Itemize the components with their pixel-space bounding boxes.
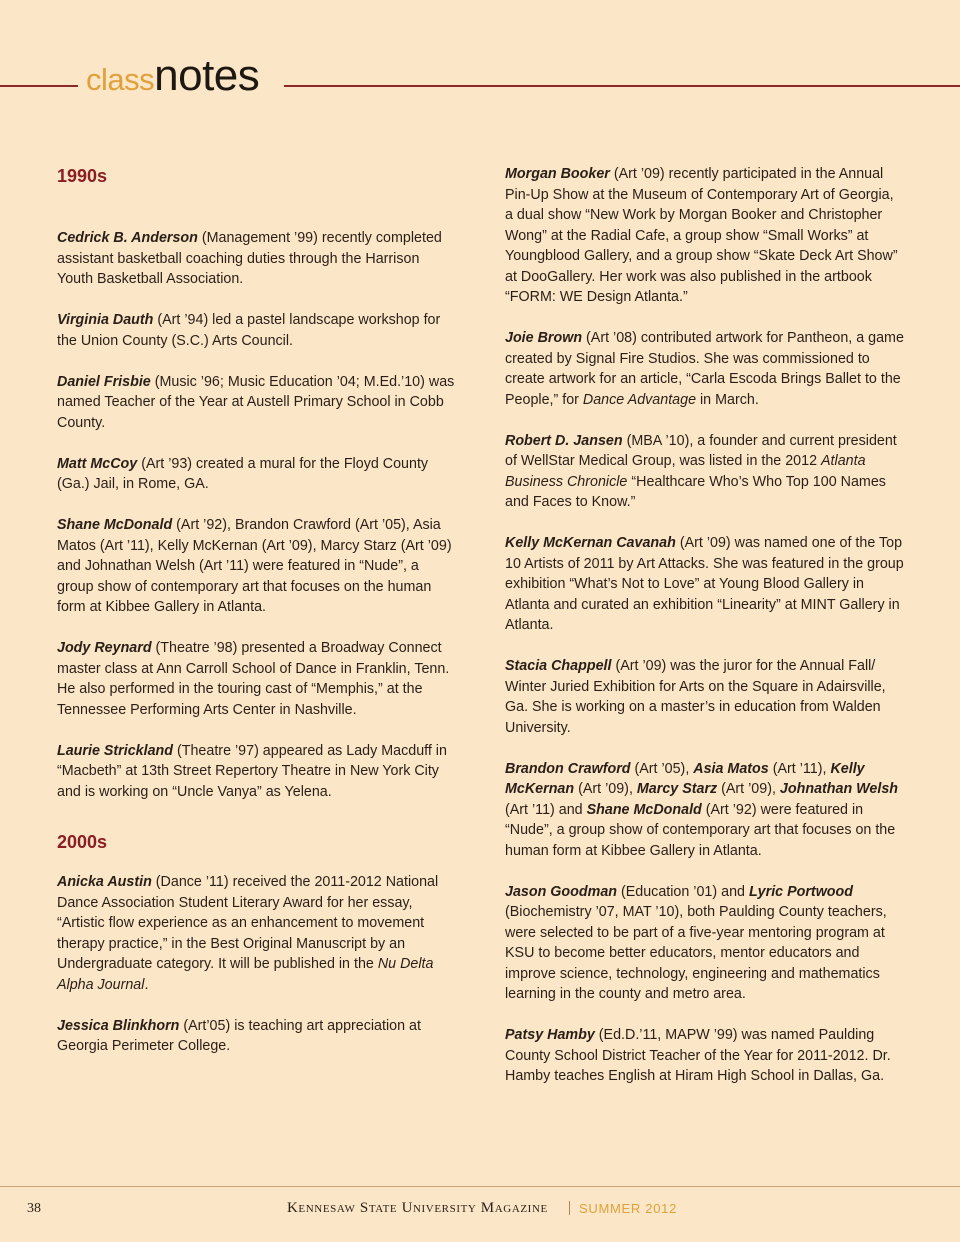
note-text: (Management ’99) recently completed assistant basketball coaching duties through the Harrison Youth Basketball Association. [57, 230, 442, 287]
alumnus-name: Joie Brown [505, 330, 583, 346]
note-text: (Ed.D.’11, MAPW ’99) was named Paulding County School District Teacher of the Year for 2011-2012. Dr. Hamby teaches English at Hiram High School in Dallas, Ga. [505, 1027, 891, 1084]
publication-title: Dance Advantage [582, 391, 697, 408]
publication-title: Atlanta Business Chronicle [505, 453, 866, 490]
alumnus-name: Virginia Dauth [57, 312, 154, 328]
alumnus-name: Jody Reynard [57, 640, 152, 656]
note-text: (Art ’09) was named one of the Top 10 Artists of 2011 by Art Attacks. She was featured in the group exhibition “What’s Not to Love” at Young Blood Gallery in Atlanta and curated an exhibition “Linearity” at MINT Gallery in Atlanta. [505, 535, 904, 633]
alumnus-name: Marcy Starz [636, 781, 718, 797]
left-column [57, 164, 457, 1077]
class-note [57, 310, 457, 351]
section-header [0, 51, 960, 114]
header-rule-left [0, 85, 78, 87]
class-note [57, 372, 457, 434]
class-note [505, 656, 905, 738]
note-text: (Art ’11) and [505, 801, 587, 818]
note-text-end: . [144, 976, 149, 993]
class-note [505, 1025, 905, 1087]
note-text: (Art ’92), Brandon Crawford (Art ’05), Asia Matos (Art ’11), Kelly McKernan (Art ’09), Marcy Starz (Art ’09) and Johnathan Welsh (Art ’11) were featured in “Nude”, a group show of contemporary art that focuses on the human form at Kibbee Gallery in Atlanta. [57, 517, 452, 615]
header-rule-right [284, 85, 960, 87]
class-note [505, 164, 905, 308]
note-text: (Education ’01) and [617, 883, 749, 900]
note-text-end: in March. [696, 391, 759, 408]
note-text: (Art ’94) led a pastel landscape workshop for the Union County (S.C.) Arts Council. [57, 312, 441, 349]
section-title-prefix: class [86, 62, 155, 97]
alumnus-name: Johnathan Welsh [779, 781, 899, 797]
decade-heading-2000s: 2000s [57, 832, 108, 852]
alumnus-name: Matt McCoy [57, 455, 138, 472]
note-text: (Art’05) is teaching art appreciation at Georgia Perimeter College. [57, 1017, 421, 1054]
note-text: (Art ’92) were featured in “Nude”, a group show of contemporary art that focuses on the human form at Kibbee Gallery in Atlanta. [505, 801, 896, 859]
alumnus-name: Shane McDonald [57, 517, 173, 533]
alumnus-name: Patsy Hamby [505, 1027, 595, 1043]
alumnus-name: Robert D. Jansen [505, 432, 623, 449]
note-text: (Art ’09), [717, 781, 780, 797]
note-text: (Art ’93) created a mural for the Floyd County (Ga.) Jail, in Rome, GA. [57, 455, 429, 492]
section-title [86, 51, 260, 100]
note-text: (Music ’96; Music Education ’04; M.Ed.’10) was named Teacher of the Year at Austell Primary School in Cobb County. [57, 373, 455, 431]
note-text: (Theatre ’98) presented a Broadway Connect master class at Ann Carroll School of Dance in Franklin, Tenn. He also performed in the touring cast of “Memphis,” at the Tennessee Performing Arts Center in Nashville. [57, 640, 450, 718]
class-note [57, 1016, 457, 1057]
alumnus-name: Jason Goodman [505, 883, 618, 900]
alumnus-name: Jessica Blinkhorn [57, 1017, 180, 1034]
class-note [57, 228, 457, 290]
class-note [505, 328, 905, 410]
note-text: (MBA ’10), a founder and current president of WellStar Medical Group, was listed in the 2012 [505, 432, 897, 469]
note-text: (Art ’09), [574, 781, 637, 797]
right-column [505, 164, 905, 1107]
note-text: (Art ’09) was the juror for the Annual Fall/ Winter Juried Exhibition for Arts on the Square in Adairsville, Ga. She is working on a master’s in education from Walden University. [505, 658, 886, 736]
class-note [505, 882, 905, 1005]
class-note [57, 454, 457, 495]
alumnus-name: Laurie Strickland [57, 742, 174, 759]
alumnus-name: Kelly McKernan Cavanah [505, 535, 676, 551]
magazine-title: Kennesaw State University Magazine [287, 1200, 548, 1216]
footer-rule [0, 1186, 960, 1187]
decade-heading-1990s: 1990s [57, 166, 108, 186]
page-number: 38 [27, 1201, 41, 1216]
alumnus-name: Kelly McKernan [505, 760, 865, 797]
class-note [505, 431, 905, 513]
section-title-main: notes [154, 51, 260, 100]
note-text: (Biochemistry ’07, MAT ’10), both Paulding County teachers, were selected to be part of a five-year mentoring program at KSU to become better educators, mentor educators and improve science, technology, engineering and mathematics learning in the county and metro area. [505, 904, 887, 1002]
alumnus-name: Daniel Frisbie [57, 373, 151, 390]
alumnus-name: Asia Matos [693, 760, 769, 777]
class-note [505, 759, 905, 862]
alumnus-name: Stacia Chappell [505, 658, 612, 674]
class-note [57, 638, 457, 720]
note-text: (Art ’08) contributed artwork for Pantheon, a game created by Signal Fire Studios. She was commissioned to create artwork for an article, “Carla Escoda Brings Ballet to the People,” for [505, 330, 904, 408]
issue-label: SUMMER 2012 [579, 1201, 678, 1216]
note-text: (Art ’11), [768, 760, 831, 777]
class-note [57, 872, 457, 995]
note-text-end: “Healthcare Who’s Who Top 100 Names and Faces to Know.” [505, 473, 886, 510]
alumnus-name: Shane McDonald [586, 801, 702, 818]
class-note [57, 741, 457, 803]
note-text: (Art ’09) recently participated in the Annual Pin-Up Show at the Museum of Contemporary Art of Georgia, a dual show “New Work by Morgan Booker and Christopher Wong” at the Radial Cafe, a group show “Small Works” at Youngblood Gallery, and a group show “Skate Deck Art Show” at DooGallery. Her work was also published in the artbook “FORM: WE Design Atlanta.” [505, 166, 898, 305]
alumnus-name: Cedrick B. Anderson [57, 230, 198, 246]
alumnus-name: Lyric Portwood [748, 883, 854, 900]
class-note [57, 515, 457, 618]
note-text: (Theatre ’97) appeared as Lady Macduff in “Macbeth” at 13th Street Repertory Theatre in New York City and is working on “Uncle Vanya” as Yelena. [57, 742, 447, 800]
note-text: (Dance ’11) received the 2011-2012 National Dance Association Student Literary Award for her essay, “Artistic flow experience as an enhancement to movement therapy practice,” in the Best Original Manuscript by an Undergraduate category. It will be published in the [57, 874, 439, 972]
note-text: (Art ’05), [630, 760, 694, 777]
alumnus-name: Morgan Booker [505, 166, 610, 182]
footer-divider [569, 1201, 570, 1215]
class-note [505, 533, 905, 636]
publication-title: Nu Delta Alpha Journal [57, 956, 434, 993]
alumnus-name: Brandon Crawford [505, 760, 631, 777]
alumnus-name: Anicka Austin [57, 874, 152, 890]
